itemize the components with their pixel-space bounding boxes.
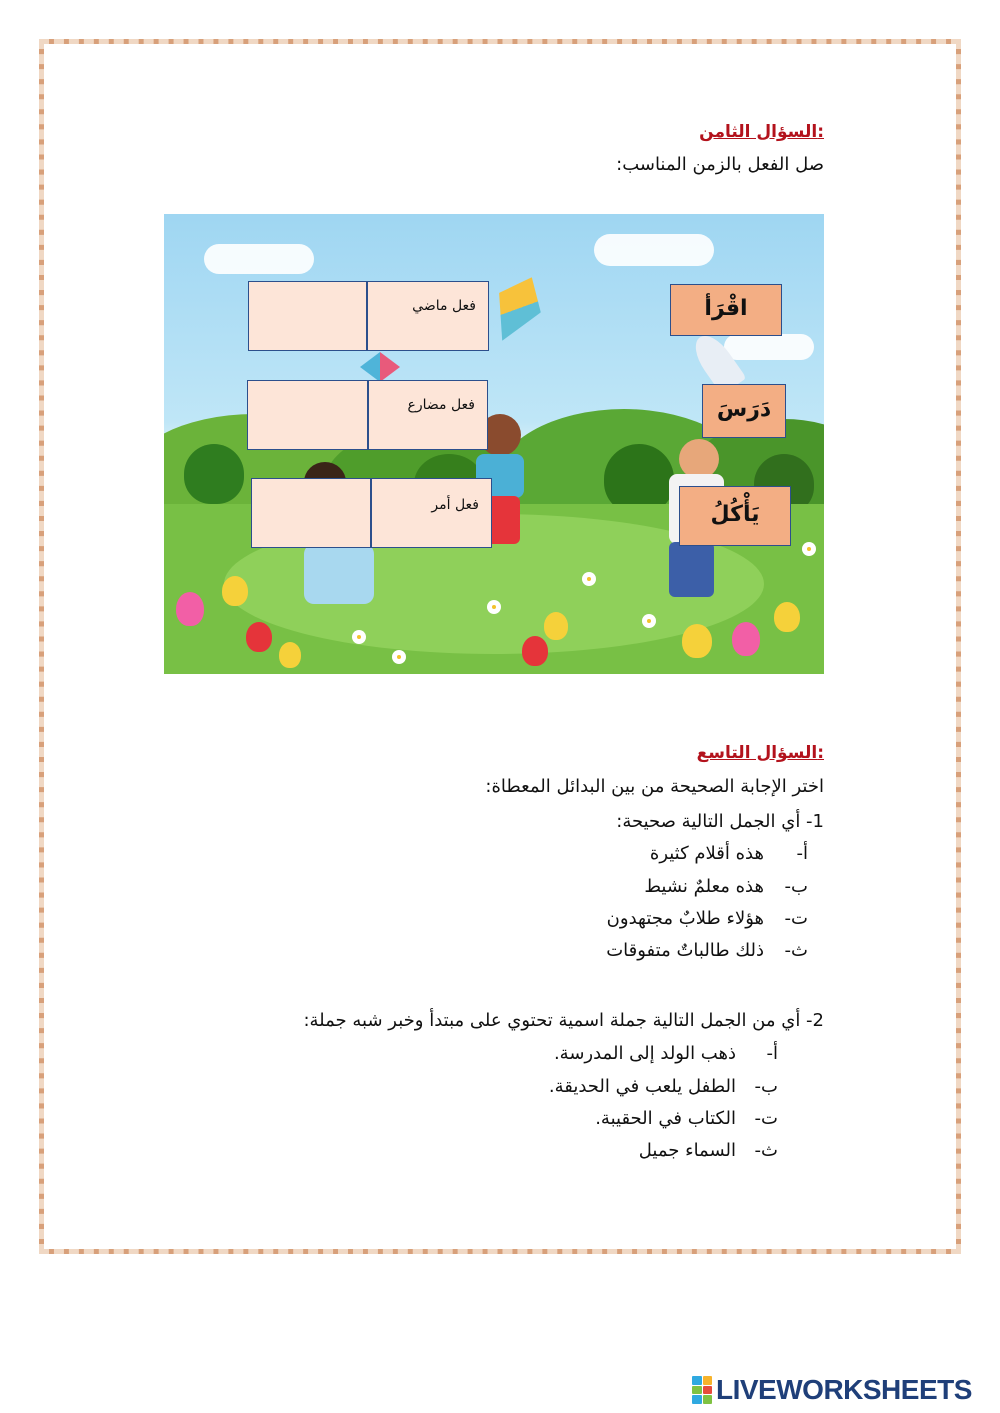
verb-card-yakulu[interactable]: يَأْكُلُ (679, 486, 791, 546)
tree (184, 444, 244, 504)
item-1-option-a[interactable]: هذه أقلام كثيرة (649, 843, 764, 864)
logo-icon (692, 1376, 712, 1404)
cloud (204, 244, 314, 274)
daisy (584, 574, 594, 584)
box-divider (366, 282, 368, 350)
tense-label-present: فعل مضارع (407, 397, 475, 413)
matching-scene (164, 214, 824, 674)
item-1-option-c-letter: ت- (784, 908, 808, 929)
cloud (594, 234, 714, 266)
tulip (246, 622, 272, 652)
kite (360, 352, 400, 382)
question-8-instruction: صل الفعل بالزمن المناسب: (616, 154, 824, 175)
kite (481, 268, 552, 351)
item-2-stem: 2- أي من الجمل التالية جملة اسمية تحتوي على مبتدأ وخبر شبه جملة: (303, 1010, 824, 1031)
item-1-option-d-letter: ث- (784, 940, 808, 961)
child-head (679, 439, 719, 479)
tense-box-present[interactable] (247, 380, 488, 450)
item-1-option-a-letter: أ- (796, 843, 808, 864)
tense-label-past: فعل ماضي (412, 298, 476, 314)
daisy (354, 632, 364, 642)
box-divider (370, 479, 372, 547)
item-2-option-a[interactable]: ذهب الولد إلى المدرسة. (553, 1043, 736, 1064)
item-2-option-d-letter: ث- (754, 1140, 778, 1161)
cloud (724, 334, 814, 360)
daisy (489, 602, 499, 612)
liveworksheets-logo (692, 1374, 972, 1406)
tulip (176, 592, 204, 626)
tulip (222, 576, 248, 606)
box-divider (367, 381, 369, 449)
child-pants (669, 542, 714, 597)
question-9-title: السؤال التاسع: (696, 743, 824, 763)
child-pants (304, 544, 374, 604)
tulip (774, 602, 800, 632)
item-1-option-b[interactable]: هذه معلمٌ نشيط (644, 876, 764, 897)
item-2-option-b[interactable]: الطفل يلعب في الحديقة. (548, 1076, 736, 1097)
logo-text: LIVEWORKSHEETS (716, 1374, 972, 1405)
tulip (279, 642, 301, 668)
item-1-option-b-letter: ب- (784, 876, 808, 897)
tense-box-past[interactable] (248, 281, 489, 351)
tulip (544, 612, 568, 640)
question-8-title: السؤال الثامن: (699, 122, 824, 142)
item-1-option-d[interactable]: ذلك طالباتٌ متفوقات (606, 940, 764, 961)
item-2-option-c[interactable]: الكتاب في الحقيبة. (595, 1108, 736, 1129)
daisy (804, 544, 814, 554)
item-2-option-d[interactable]: السماء جميل (638, 1140, 736, 1161)
item-2-option-b-letter: ب- (754, 1076, 778, 1097)
tense-box-imperative[interactable] (251, 478, 492, 548)
tense-label-imperative: فعل أمر (431, 497, 479, 513)
item-1-stem: 1- أي الجمل التالية صحيحة: (616, 811, 824, 832)
tulip (682, 624, 712, 658)
tulip (732, 622, 760, 656)
item-2-option-c-letter: ت- (754, 1108, 778, 1129)
tulip (522, 636, 548, 666)
verb-card-darasa[interactable]: دَرَسَ (702, 384, 786, 438)
item-2-option-a-letter: أ- (766, 1043, 778, 1064)
question-9-instruction: اختر الإجابة الصحيحة من بين البدائل المعطاة: (485, 776, 824, 797)
verb-card-iqra[interactable]: اقْرَأ (670, 284, 782, 336)
item-1-option-c[interactable]: هؤلاء طلابٌ مجتهدون (606, 908, 764, 929)
daisy (644, 616, 654, 626)
daisy (394, 652, 404, 662)
